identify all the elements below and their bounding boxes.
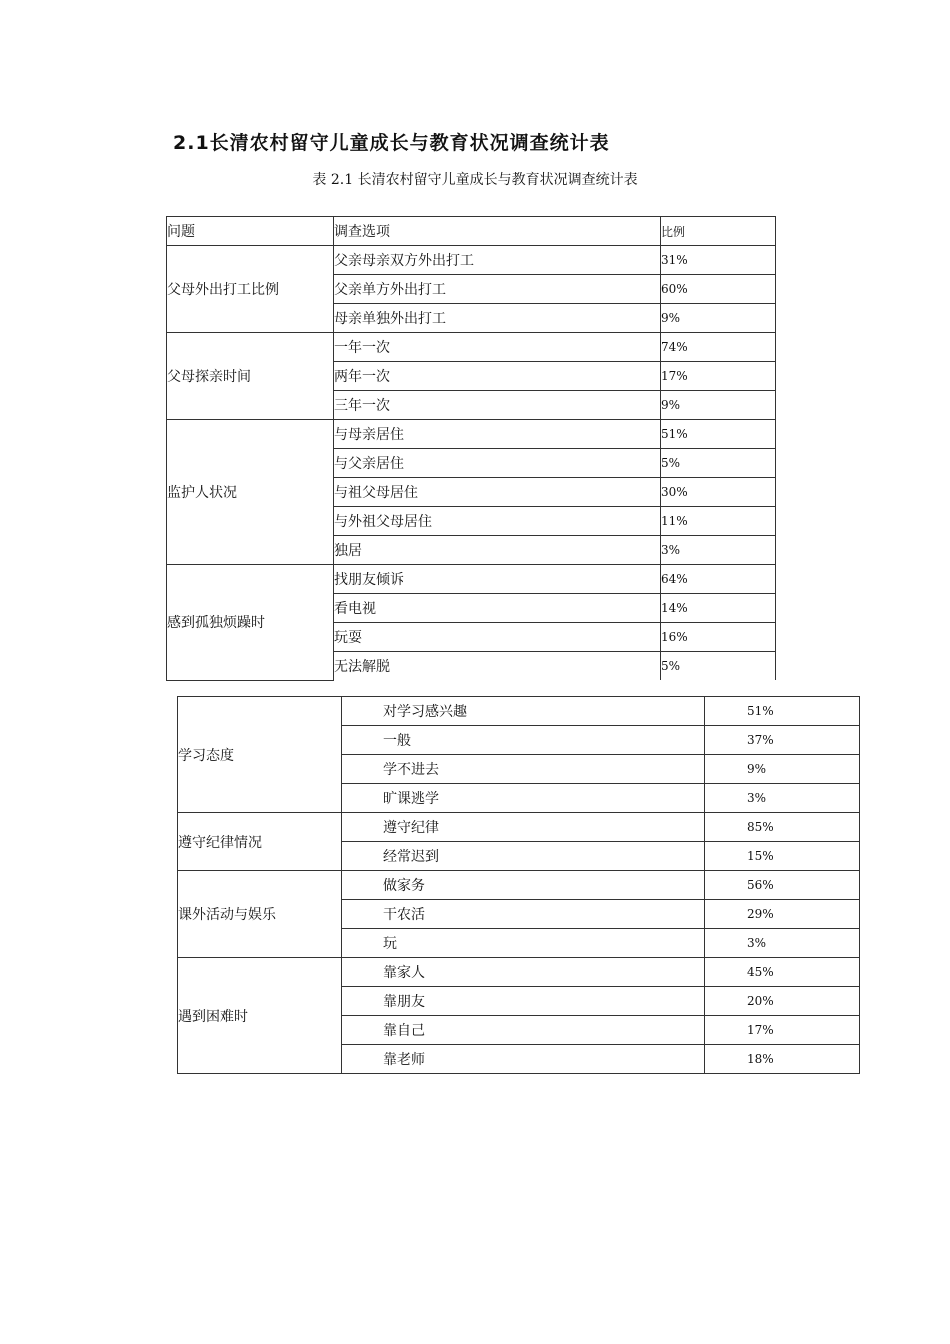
option-cell: 两年一次 <box>334 362 661 391</box>
percentage-cell: 14% <box>661 594 776 623</box>
option-cell: 三年一次 <box>334 391 661 420</box>
table-header-row <box>167 217 776 246</box>
percentage-cell: 3% <box>705 784 860 813</box>
percentage-cell: 64% <box>661 565 776 594</box>
percentage-cell: 56% <box>705 871 860 900</box>
option-cell: 学不进去 <box>342 755 705 784</box>
table-row <box>178 871 860 900</box>
option-cell: 靠朋友 <box>342 987 705 1016</box>
table-row <box>178 958 860 987</box>
percentage-cell: 51% <box>705 697 860 726</box>
option-cell: 靠自己 <box>342 1016 705 1045</box>
page-heading: 2.1长清农村留守儿童成长与教育状况调查统计表 <box>173 132 610 154</box>
option-cell: 经常迟到 <box>342 842 705 871</box>
percentage-cell: 16% <box>661 623 776 652</box>
table-row <box>178 697 860 726</box>
percentage-cell: 5% <box>661 449 776 478</box>
option-cell: 旷课逃学 <box>342 784 705 813</box>
table-row <box>167 333 776 362</box>
table-row <box>167 420 776 449</box>
question-cell: 父母探亲时间 <box>167 333 334 420</box>
percentage-cell: 3% <box>661 536 776 565</box>
option-cell: 对学习感兴趣 <box>342 697 705 726</box>
percentage-cell: 11% <box>661 507 776 536</box>
option-cell: 母亲单独外出打工 <box>334 304 661 333</box>
question-cell: 遇到困难时 <box>178 958 342 1074</box>
percentage-cell: 5% <box>661 652 776 681</box>
percentage-cell: 20% <box>705 987 860 1016</box>
option-cell: 玩 <box>342 929 705 958</box>
option-cell: 与祖父母居住 <box>334 478 661 507</box>
option-cell: 靠老师 <box>342 1045 705 1074</box>
header-option: 调查选项 <box>334 217 661 246</box>
option-cell: 靠家人 <box>342 958 705 987</box>
question-cell: 感到孤独烦躁时 <box>167 565 334 681</box>
table-caption: 表 2.1 长清农村留守儿童成长与教育状况调查统计表 <box>312 172 638 188</box>
option-cell: 遵守纪律 <box>342 813 705 842</box>
question-cell: 父母外出打工比例 <box>167 246 334 333</box>
option-cell: 与父亲居住 <box>334 449 661 478</box>
percentage-cell: 85% <box>705 813 860 842</box>
percentage-cell: 37% <box>705 726 860 755</box>
table-row <box>167 246 776 275</box>
percentage-cell: 9% <box>661 391 776 420</box>
table-row <box>167 565 776 594</box>
option-cell: 做家务 <box>342 871 705 900</box>
header-question: 问题 <box>167 217 334 246</box>
header-percentage: 比例 <box>661 217 776 246</box>
option-cell: 看电视 <box>334 594 661 623</box>
option-cell: 找朋友倾诉 <box>334 565 661 594</box>
percentage-cell: 29% <box>705 900 860 929</box>
percentage-cell: 51% <box>661 420 776 449</box>
option-cell: 一年一次 <box>334 333 661 362</box>
option-cell: 玩耍 <box>334 623 661 652</box>
option-cell: 干农活 <box>342 900 705 929</box>
question-cell: 遵守纪律情况 <box>178 813 342 871</box>
survey-table-part-1 <box>166 216 776 681</box>
percentage-cell: 9% <box>661 304 776 333</box>
percentage-cell: 9% <box>705 755 860 784</box>
question-cell: 课外活动与娱乐 <box>178 871 342 958</box>
percentage-cell: 30% <box>661 478 776 507</box>
percentage-cell: 60% <box>661 275 776 304</box>
percentage-cell: 31% <box>661 246 776 275</box>
percentage-cell: 3% <box>705 929 860 958</box>
option-cell: 父亲母亲双方外出打工 <box>334 246 661 275</box>
option-cell: 无法解脱 <box>334 652 661 681</box>
percentage-cell: 15% <box>705 842 860 871</box>
question-cell: 学习态度 <box>178 697 342 813</box>
survey-table-part-2 <box>177 696 860 1074</box>
percentage-cell: 74% <box>661 333 776 362</box>
option-cell: 与外祖父母居住 <box>334 507 661 536</box>
percentage-cell: 45% <box>705 958 860 987</box>
percentage-cell: 17% <box>661 362 776 391</box>
option-cell: 父亲单方外出打工 <box>334 275 661 304</box>
option-cell: 与母亲居住 <box>334 420 661 449</box>
option-cell: 独居 <box>334 536 661 565</box>
percentage-cell: 18% <box>705 1045 860 1074</box>
question-cell: 监护人状况 <box>167 420 334 565</box>
percentage-cell: 17% <box>705 1016 860 1045</box>
table-row <box>178 813 860 842</box>
option-cell: 一般 <box>342 726 705 755</box>
